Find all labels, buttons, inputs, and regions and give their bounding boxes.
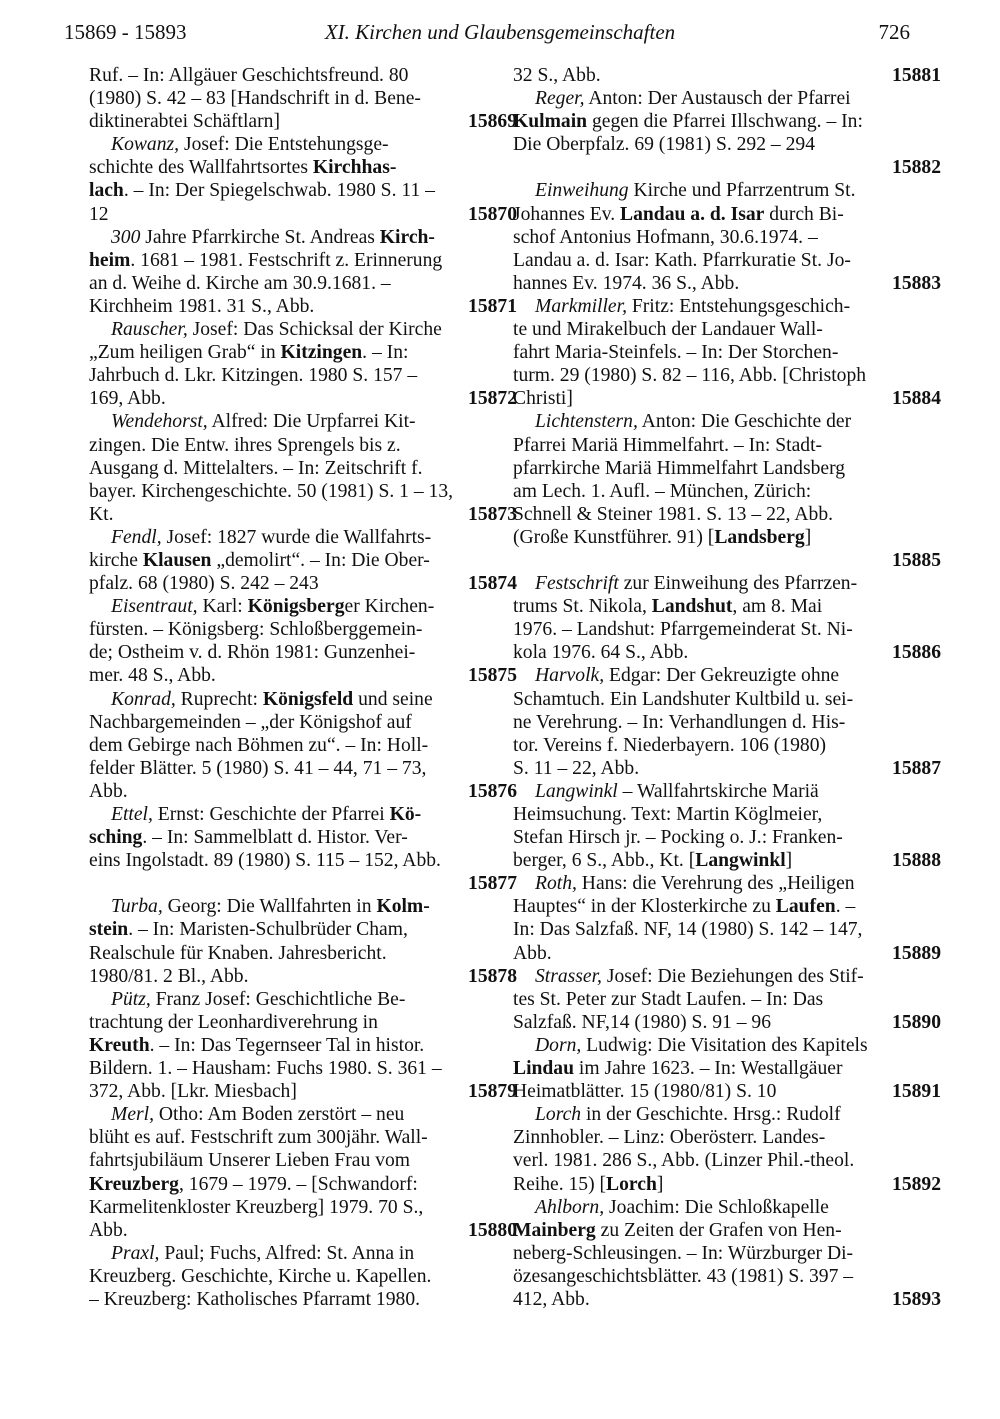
line-text: schichte des Wallfahrtsortes Kirchhas- — [89, 157, 397, 179]
text-line — [513, 595, 941, 618]
text-line — [89, 434, 517, 457]
line-text: Festschrift zur Einweihung des Pfarrzen- — [535, 573, 858, 595]
entry-number: 15869 — [468, 111, 517, 133]
text-line — [513, 272, 941, 295]
line-text: Pütz, Franz Josef: Geschichtliche Be- — [111, 988, 406, 1010]
line-text: Kt. — [89, 503, 114, 525]
text-line — [513, 1126, 941, 1149]
line-text: Lindau im Jahre 1623. – In: Westallgäuer — [513, 1058, 843, 1080]
line-text: Lichtenstern, Anton: Die Geschichte der — [535, 411, 852, 433]
entry-number: 15882 — [892, 157, 941, 179]
line-text: Langwinkl – Wallfahrtskirche Mariä — [535, 780, 819, 802]
line-text: Landau a. d. Isar: Kath. Pfarrkuratie St. Jo- — [513, 249, 851, 271]
line-text: özesangeschichtsblätter. 43 (1981) S. 397 – — [513, 1265, 854, 1287]
text-line — [513, 1196, 941, 1219]
text-line — [513, 757, 941, 780]
entry-number: 15881 — [892, 65, 941, 86]
text-line — [513, 572, 941, 595]
line-text: 12 — [89, 203, 109, 225]
line-text: Karmelitenkloster Kreuzberg] 1979. 70 S., — [89, 1196, 424, 1218]
line-text: Ausgang d. Mittelalters. – In: Zeitschrift f. — [89, 457, 423, 479]
entry-number: 15887 — [892, 757, 941, 779]
entry-number: 15875 — [468, 665, 517, 687]
text-line — [513, 1080, 941, 1103]
line-text: Reihe. 15) [Lorch] — [513, 1173, 664, 1195]
text-line — [513, 1103, 941, 1126]
text-line — [89, 1034, 517, 1057]
text-line — [89, 503, 517, 526]
line-text: dem Gebirge nach Böhmen zu“. – In: Holl- — [89, 734, 429, 756]
text-line — [513, 1034, 941, 1057]
line-text: eins Ingolstadt. 89 (1980) S. 115 – 152, Abb. — [89, 850, 441, 872]
text-line — [89, 226, 517, 249]
text-line — [513, 156, 941, 179]
line-text: am Lech. 1. Aufl. – München, Zürich: — [513, 480, 812, 502]
line-text: Kreuzberg. Geschichte, Kirche u. Kapellen. — [89, 1265, 432, 1287]
text-line — [513, 110, 941, 133]
entry-number: 15873 — [468, 503, 517, 525]
left-column — [89, 64, 517, 1404]
line-text: Bildern. 1. – Hausham: Fuchs 1980. S. 361 – — [89, 1058, 442, 1080]
text-line — [89, 87, 517, 110]
text-line — [513, 942, 941, 965]
text-line — [513, 849, 941, 872]
text-line — [513, 965, 941, 988]
text-line — [89, 1173, 517, 1196]
text-line — [513, 387, 941, 410]
text-line — [89, 179, 517, 202]
line-text: Zinnhobler. – Linz: Oberösterr. Landes- — [513, 1127, 826, 1149]
text-line — [89, 410, 517, 433]
line-text: 169, Abb. — [89, 388, 166, 410]
text-line — [89, 1103, 517, 1126]
line-text: kirche Klausen „demolirt“. – In: Die Ober- — [89, 549, 430, 571]
text-line — [89, 711, 517, 734]
text-line — [513, 318, 941, 341]
entry-number: 15883 — [892, 272, 941, 294]
text-line — [89, 734, 517, 757]
text-line — [513, 434, 941, 457]
line-text: (Große Kunstführer. 91) [Landsberg] — [513, 526, 812, 548]
text-line — [513, 872, 941, 895]
line-text: Schamtuch. Ein Landshuter Kultbild u. sei- — [513, 688, 854, 710]
line-text: (1980) S. 42 – 83 [Handschrift in d. Bene- — [89, 88, 421, 110]
line-text: pfalz. 68 (1980) S. 242 – 243 — [89, 573, 319, 595]
text-line — [89, 918, 517, 941]
line-text: fahrt Maria-Steinfels. – In: Der Storchen- — [513, 342, 839, 364]
text-line — [513, 826, 941, 849]
text-line — [89, 133, 517, 156]
line-text: hannes Ev. 1974. 36 S., Abb. — [513, 272, 740, 294]
line-text: – Kreuzberg: Katholisches Pfarramt 1980. — [89, 1288, 421, 1310]
text-line — [89, 480, 517, 503]
line-text: tor. Vereins f. Niederbayern. 106 (1980) — [513, 734, 827, 756]
text-line — [89, 64, 517, 87]
line-text: diktinerabtei Schäftlarn] — [89, 111, 280, 133]
text-line — [513, 1288, 941, 1311]
line-text: Realschule für Knaben. Jahresbericht. — [89, 942, 387, 964]
entry-number: 15884 — [892, 388, 941, 410]
entry-number: 15891 — [892, 1081, 941, 1103]
text-line — [513, 133, 941, 156]
text-line — [513, 203, 941, 226]
text-line — [89, 203, 517, 226]
line-text: 372, Abb. [Lkr. Miesbach] — [89, 1081, 297, 1103]
text-line — [89, 780, 517, 803]
text-line — [89, 1196, 517, 1219]
line-text: Kreuth. – In: Das Tegernseer Tal in histor. — [89, 1034, 425, 1056]
line-text: heim. 1681 – 1981. Festschrift z. Erinnerung — [89, 249, 443, 271]
entry-number: 15876 — [468, 780, 517, 802]
line-text: 1980/81. 2 Bl., Abb. — [89, 965, 249, 987]
line-text: Roth, Hans: die Verehrung des „Heiligen — [535, 873, 855, 895]
line-text: Jahrbuch d. Lkr. Kitzingen. 1980 S. 157 – — [89, 365, 418, 387]
text-line — [89, 872, 517, 895]
text-line — [513, 457, 941, 480]
text-line — [89, 457, 517, 480]
header-chapter-title: XI. Kirchen und Glaubensgemeinschaften — [324, 20, 676, 44]
text-line — [513, 803, 941, 826]
line-text: Merl, Otho: Am Boden zerstört – neu — [111, 1104, 405, 1126]
line-text: Konrad, Ruprecht: Königsfeld und seine — [111, 688, 433, 710]
text-line — [513, 688, 941, 711]
text-line — [89, 664, 517, 687]
text-line — [89, 387, 517, 410]
text-line — [89, 826, 517, 849]
text-line — [513, 87, 941, 110]
text-line — [513, 711, 941, 734]
entry-number: 15878 — [468, 965, 517, 987]
line-text: „Zum heiligen Grab“ in Kitzingen. – In: — [89, 342, 409, 364]
line-text: Strasser, Josef: Die Beziehungen des Stif- — [535, 965, 864, 987]
entry-number: 15889 — [892, 942, 941, 964]
line-text: Abb. — [89, 1219, 128, 1241]
text-line — [89, 1011, 517, 1034]
line-text: Die Oberpfalz. 69 (1981) S. 292 – 294 — [513, 134, 816, 156]
text-line — [89, 1242, 517, 1265]
text-line — [513, 480, 941, 503]
line-text: Eisentraut, Karl: Königsberger Kirchen- — [111, 596, 435, 618]
text-line — [89, 1288, 517, 1311]
line-text: Lorch in der Geschichte. Hrsg.: Rudolf — [535, 1104, 841, 1126]
line-text: Harvolk, Edgar: Der Gekreuzigte ohne — [535, 665, 840, 687]
line-text: fürsten. – Königsberg: Schloßberggemein- — [89, 619, 423, 641]
header-entry-range: 15869 - 15893 — [64, 20, 187, 44]
text-line — [513, 64, 941, 87]
line-text: Dorn, Ludwig: Die Visitation des Kapitels — [535, 1034, 868, 1056]
text-line — [513, 1242, 941, 1265]
entry-number: 15877 — [468, 873, 517, 895]
text-line — [89, 295, 517, 318]
line-text: neberg-Schleusingen. – In: Würzburger Di- — [513, 1242, 854, 1264]
entry-number: 15892 — [892, 1173, 941, 1195]
text-line — [89, 965, 517, 988]
entry-number: 15893 — [892, 1288, 941, 1310]
entry-number: 15880 — [468, 1219, 517, 1241]
line-text: Abb. — [89, 780, 128, 802]
text-line — [89, 895, 517, 918]
text-line — [89, 156, 517, 179]
line-text: verl. 1981. 286 S., Abb. (Linzer Phil.-theol. — [513, 1150, 855, 1172]
text-line — [513, 1265, 941, 1288]
entry-number: 15879 — [468, 1081, 517, 1103]
text-line — [513, 1011, 941, 1034]
line-text: Christi] — [513, 388, 573, 410]
text-line — [89, 1219, 517, 1242]
line-text: ne Verehrung. – In: Verhandlungen d. His- — [513, 711, 846, 733]
line-text: Heimatblätter. 15 (1980/81) S. 10 — [513, 1081, 777, 1103]
text-line — [513, 618, 941, 641]
line-text: mer. 48 S., Abb. — [89, 665, 216, 687]
text-line — [513, 918, 941, 941]
text-line — [89, 1149, 517, 1172]
line-text: Ahlborn, Joachim: Die Schloßkapelle — [535, 1196, 829, 1218]
text-line — [89, 110, 517, 133]
line-text: 300 Jahre Pfarrkirche St. Andreas Kirch- — [111, 226, 435, 248]
text-line — [89, 249, 517, 272]
line-text: kola 1976. 64 S., Abb. — [513, 642, 689, 664]
line-text: Kulmain gegen die Pfarrei Illschwang. – In: — [513, 111, 863, 133]
text-line — [89, 572, 517, 595]
line-text: turm. 29 (1980) S. 82 – 116, Abb. [Christoph — [513, 365, 867, 387]
text-line — [89, 526, 517, 549]
text-line — [513, 549, 941, 572]
text-line — [513, 364, 941, 387]
entry-number: 15886 — [892, 642, 941, 664]
text-line — [513, 249, 941, 272]
line-text: blüht es auf. Festschrift zum 300jähr. Wall- — [89, 1127, 428, 1149]
line-text: pfarrkirche Mariä Himmelfahrt Landsberg — [513, 457, 846, 479]
line-text: Johannes Ev. Landau a. d. Isar durch Bi- — [513, 203, 844, 225]
line-text: Reger, Anton: Der Austausch der Pfarrei — [535, 88, 851, 110]
line-text: Kreuzberg, 1679 – 1979. – [Schwandorf: — [89, 1173, 418, 1195]
line-text: zingen. Die Entw. ihres Sprengels bis z. — [89, 434, 401, 456]
line-text: Kowanz, Josef: Die Entstehungsge- — [111, 134, 389, 156]
line-text: bayer. Kirchengeschichte. 50 (1981) S. 1 – 13, — [89, 480, 454, 502]
text-line — [513, 179, 941, 202]
line-text: Einweihung Kirche und Pfarrzentrum St. — [535, 180, 856, 202]
text-line — [89, 1057, 517, 1080]
text-line — [89, 272, 517, 295]
line-text: an d. Weihe d. Kirche am 30.9.1681. – — [89, 272, 391, 294]
line-text: Wendehorst, Alfred: Die Urpfarrei Kit- — [111, 411, 416, 433]
line-text: 412, Abb. — [513, 1288, 590, 1310]
text-line — [89, 641, 517, 664]
line-text: Salzfaß. NF,14 (1980) S. 91 – 96 — [513, 1011, 772, 1033]
line-text: de; Ostheim v. d. Rhön 1981: Gunzenhei- — [89, 642, 416, 664]
text-line — [513, 341, 941, 364]
entry-number: 15890 — [892, 1011, 941, 1033]
line-text: In: Das Salzfaß. NF, 14 (1980) S. 142 – 147, — [513, 919, 863, 941]
entry-number: 15888 — [892, 850, 941, 872]
line-text: Turba, Georg: Die Wallfahrten in Kolm- — [111, 896, 430, 918]
line-text: Ettel, Ernst: Geschichte der Pfarrei Kö- — [111, 804, 422, 825]
text-line — [513, 1219, 941, 1242]
line-text: Heimsuchung. Text: Martin Köglmeier, — [513, 804, 823, 825]
line-text: te und Mirakelbuch der Landauer Wall- — [513, 319, 823, 341]
text-line — [513, 1173, 941, 1196]
text-line — [513, 641, 941, 664]
entry-number: 15871 — [468, 295, 517, 317]
line-text: Ruf. – In: Allgäuer Geschichtsfreund. 80 — [89, 65, 409, 86]
text-line — [513, 1149, 941, 1172]
line-text: Nachbargemeinden – „der Königshof auf — [89, 711, 412, 733]
text-line — [513, 988, 941, 1011]
line-text: 1976. – Landshut: Pfarrgemeinderat St. Ni- — [513, 619, 853, 641]
text-line — [513, 1057, 941, 1080]
line-text: berger, 6 S., Abb., Kt. [Langwinkl] — [513, 850, 793, 872]
line-text: lach. – In: Der Spiegelschwab. 1980 S. 11 – — [89, 180, 435, 202]
text-line — [89, 757, 517, 780]
text-line — [89, 803, 517, 826]
line-text: Pfarrei Mariä Himmelfahrt. – In: Stadt- — [513, 434, 823, 456]
text-line — [89, 595, 517, 618]
line-text: tes St. Peter zur Stadt Laufen. – In: Das — [513, 988, 824, 1010]
text-line — [89, 849, 517, 872]
text-line — [89, 988, 517, 1011]
header-page-number: 726 — [878, 20, 910, 44]
line-text: trums St. Nikola, Landshut, am 8. Mai — [513, 596, 823, 618]
line-text: Mainberg zu Zeiten der Grafen von Hen- — [513, 1219, 842, 1241]
text-line — [513, 895, 941, 918]
text-line — [513, 503, 941, 526]
text-line — [89, 942, 517, 965]
line-text: fahrtsjubiläum Unserer Lieben Frau vom — [89, 1150, 411, 1172]
line-text: Fendl, Josef: 1827 wurde die Wallfahrts- — [111, 526, 432, 548]
text-line — [89, 618, 517, 641]
right-column — [513, 64, 941, 1404]
line-text: Markmiller, Fritz: Entstehungsgeschich- — [535, 295, 851, 317]
line-text: schof Antonius Hofmann, 30.6.1974. – — [513, 226, 818, 248]
line-text: Schnell & Steiner 1981. S. 13 – 22, Abb. — [513, 503, 834, 525]
line-text: Kirchheim 1981. 31 S., Abb. — [89, 295, 315, 317]
text-line — [89, 549, 517, 572]
text-line — [89, 1265, 517, 1288]
text-line — [89, 688, 517, 711]
line-text: S. 11 – 22, Abb. — [513, 757, 640, 779]
line-text: felder Blätter. 5 (1980) S. 41 – 44, 71 – 73, — [89, 757, 427, 779]
line-text: stein. – In: Maristen-Schulbrüder Cham, — [89, 919, 408, 941]
entry-number: 15870 — [468, 203, 517, 225]
line-text: Stefan Hirsch jr. – Pocking o. J.: Franken- — [513, 827, 843, 849]
line-text: Rauscher, Josef: Das Schicksal der Kirche — [111, 319, 442, 341]
text-line — [89, 318, 517, 341]
text-line — [89, 1126, 517, 1149]
text-line — [89, 364, 517, 387]
text-line — [513, 295, 941, 318]
line-text: 32 S., Abb. — [513, 65, 601, 86]
text-line — [513, 410, 941, 433]
text-line — [513, 780, 941, 803]
entry-number: 15872 — [468, 388, 517, 410]
entry-number: 15874 — [468, 573, 517, 595]
text-line — [513, 226, 941, 249]
line-text: trachtung der Leonhardiverehrung in — [89, 1011, 378, 1033]
line-text: sching. – In: Sammelblatt d. Histor. Ver- — [89, 827, 408, 849]
text-line — [513, 526, 941, 549]
text-line — [513, 734, 941, 757]
text-line — [89, 1080, 517, 1103]
text-line — [89, 341, 517, 364]
line-text: Hauptes“ in der Klosterkirche zu Laufen. – — [513, 896, 856, 918]
text-line — [513, 664, 941, 687]
entry-number: 15885 — [892, 549, 941, 571]
line-text: Praxl, Paul; Fuchs, Alfred: St. Anna in — [111, 1242, 415, 1264]
line-text: Abb. — [513, 942, 552, 964]
